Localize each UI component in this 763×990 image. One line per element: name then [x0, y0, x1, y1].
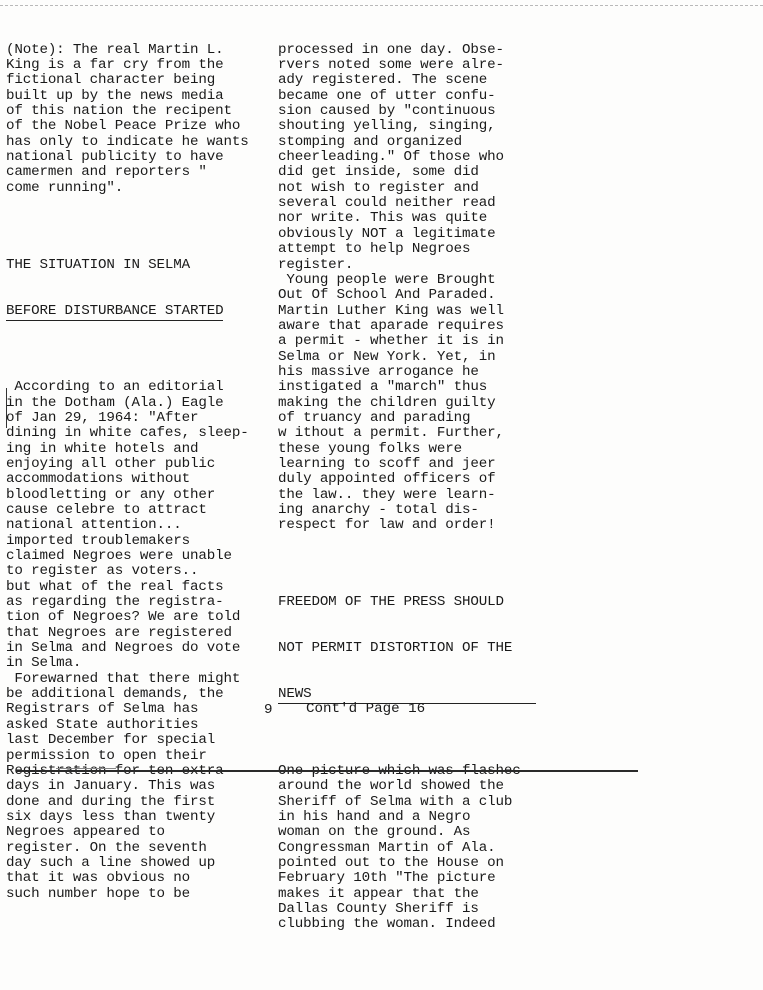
text-line: w ithout a permit. Further, — [278, 425, 504, 442]
text-line: fictional character being — [6, 72, 216, 89]
text-line: (Note): The real Martin L. — [6, 41, 224, 58]
text-line: days in January. This was — [6, 778, 216, 795]
text-line: as regarding the registra- — [6, 594, 224, 611]
text-line: cheerleading." Of those who — [278, 149, 504, 166]
text-line: stomping and organized — [278, 133, 463, 150]
text-line: the law.. they were learn- — [278, 486, 496, 503]
text-line: come running". — [6, 179, 124, 196]
text-line: King is a far cry from the — [6, 57, 224, 74]
registration-paragraph — [278, 43, 548, 534]
text-line: nor write. This was quite — [278, 210, 488, 227]
text-line: did get inside, some did — [278, 164, 479, 181]
text-line: that Negroes are registered — [6, 624, 232, 641]
heading-line: NOT PERMIT DISTORTION OF THE — [278, 640, 513, 657]
text-line: day such a line showed up — [6, 854, 216, 871]
top-border — [0, 0, 763, 6]
margin-mark — [6, 388, 11, 428]
heading-line: BEFORE DISTURBANCE STARTED — [6, 304, 223, 321]
text-line: his massive arrogance he — [278, 363, 479, 380]
text-line: register. On the seventh — [6, 839, 207, 856]
text-line: not wish to register and — [278, 179, 479, 196]
text-line: around the world showed the — [278, 778, 504, 795]
selma-body — [6, 380, 268, 902]
text-line: Out Of School And Paraded. — [278, 287, 496, 304]
text-line: February 10th "The picture — [278, 870, 496, 887]
text-line: dining in white cafes, sleep- — [6, 425, 249, 442]
text-line: such number hope to be — [6, 885, 191, 902]
continuation-note: Cont'd Page 16 — [306, 701, 426, 717]
text-line: learning to scoff and jeer — [278, 455, 496, 472]
text-line: Forewarned that there might — [6, 670, 241, 687]
note-paragraph — [6, 43, 268, 196]
text-line: instigated a "march" thus — [278, 379, 488, 396]
text-line: camermen and reporters " — [6, 164, 207, 181]
text-line: of the Nobel Peace Prize who — [6, 118, 241, 135]
text-line: but what of the real facts — [6, 578, 224, 595]
text-line: a permit - whether it is in — [278, 333, 504, 350]
text-line: of this nation the recipent — [6, 103, 232, 120]
bottom-rule-ghost — [56, 768, 116, 769]
text-line: cause celebre to attract — [6, 502, 207, 518]
text-line: One picture which was flashec — [278, 762, 521, 779]
text-line: respect for law and order! — [278, 517, 496, 534]
text-line: pointed out to the House on — [278, 854, 504, 871]
text-line: enjoying all other public — [6, 455, 216, 472]
text-line: rvers noted some were alre- — [278, 57, 504, 74]
text-line: making the children guilty — [278, 394, 496, 411]
text-line: asked State authorities — [6, 716, 199, 733]
text-line: to register as voters.. — [6, 563, 199, 580]
text-line: in his hand and a Negro — [278, 808, 471, 825]
text-line: attempt to help Negroes — [278, 241, 471, 258]
text-line: Martin Luther King was well — [278, 302, 504, 319]
text-line: of Jan 29, 1964: "After — [6, 409, 199, 426]
text-line: built up by the news media — [6, 87, 224, 104]
text-line: has only to indicate he wants — [6, 133, 249, 150]
text-line: sion caused by "continuous — [278, 103, 496, 120]
heading-line: NEWS — [278, 687, 536, 704]
text-line: done and during the first — [6, 793, 216, 810]
text-line: national attention... — [6, 517, 182, 534]
text-line: these young folks were — [278, 440, 463, 457]
text-line: aware that aparade requires — [278, 317, 504, 334]
text-line: register. — [278, 256, 354, 273]
text-line: in the Dotham (Ala.) Eagle — [6, 394, 224, 411]
text-line: Sheriff of Selma with a club — [278, 793, 513, 810]
text-line: Selma or New York. Yet, in — [278, 348, 496, 365]
heading-line: FREEDOM OF THE PRESS SHOULD — [278, 594, 504, 611]
text-line: Dallas County Sheriff is — [278, 900, 479, 917]
text-line: in Selma and Negroes do vote — [6, 640, 241, 657]
text-line: processed in one day. Obse- — [278, 41, 504, 58]
text-line: several could neither read — [278, 195, 496, 212]
text-line: in Selma. — [6, 655, 82, 672]
text-line: Registrars of Selma has — [6, 701, 199, 718]
text-line: makes it appear that the — [278, 885, 479, 902]
left-column — [6, 12, 268, 933]
text-line: Young people were Brought — [278, 271, 496, 288]
text-line: claimed Negroes were unable — [6, 548, 232, 565]
text-line: national publicity to have — [6, 149, 224, 166]
right-column — [278, 12, 548, 963]
text-line: six days less than twenty — [6, 808, 216, 825]
text-line: bloodletting or any other — [6, 486, 216, 503]
text-line: that it was obvious no — [6, 870, 191, 887]
text-line: obviously NOT a legitimate — [278, 225, 496, 242]
text-line: tion of Negroes? We are told — [6, 609, 241, 626]
text-line: Congressman Martin of Ala. — [278, 839, 496, 856]
text-line: ady registered. The scene — [278, 72, 488, 89]
text-line: ing in white hotels and — [6, 440, 199, 457]
picture-paragraph — [278, 764, 548, 933]
text-line: shouting yelling, singing, — [278, 118, 496, 135]
text-line: be additional demands, the — [6, 686, 224, 703]
text-line: clubbing the woman. Indeed — [278, 916, 496, 933]
text-line: duly appointed officers of — [278, 471, 496, 488]
text-line: last December for special — [6, 732, 216, 749]
page-number: 9 — [264, 702, 273, 718]
text-line: of truancy and parading — [278, 409, 471, 426]
text-line: According to an editorial — [6, 379, 224, 396]
text-line: woman on the ground. As — [278, 824, 471, 841]
text-line: ing anarchy - total dis- — [278, 502, 479, 518]
text-line: Negroes appeared to — [6, 824, 165, 841]
text-line: Registration for ten extra — [6, 762, 224, 779]
text-line: accommodations without — [6, 471, 191, 488]
selma-heading — [6, 227, 268, 350]
text-line: imported troublemakers — [6, 532, 191, 549]
text-line: permission to open their — [6, 747, 207, 764]
text-line: became one of utter confu- — [278, 87, 496, 104]
bottom-rule — [16, 770, 638, 772]
heading-line: THE SITUATION IN SELMA — [6, 256, 191, 273]
